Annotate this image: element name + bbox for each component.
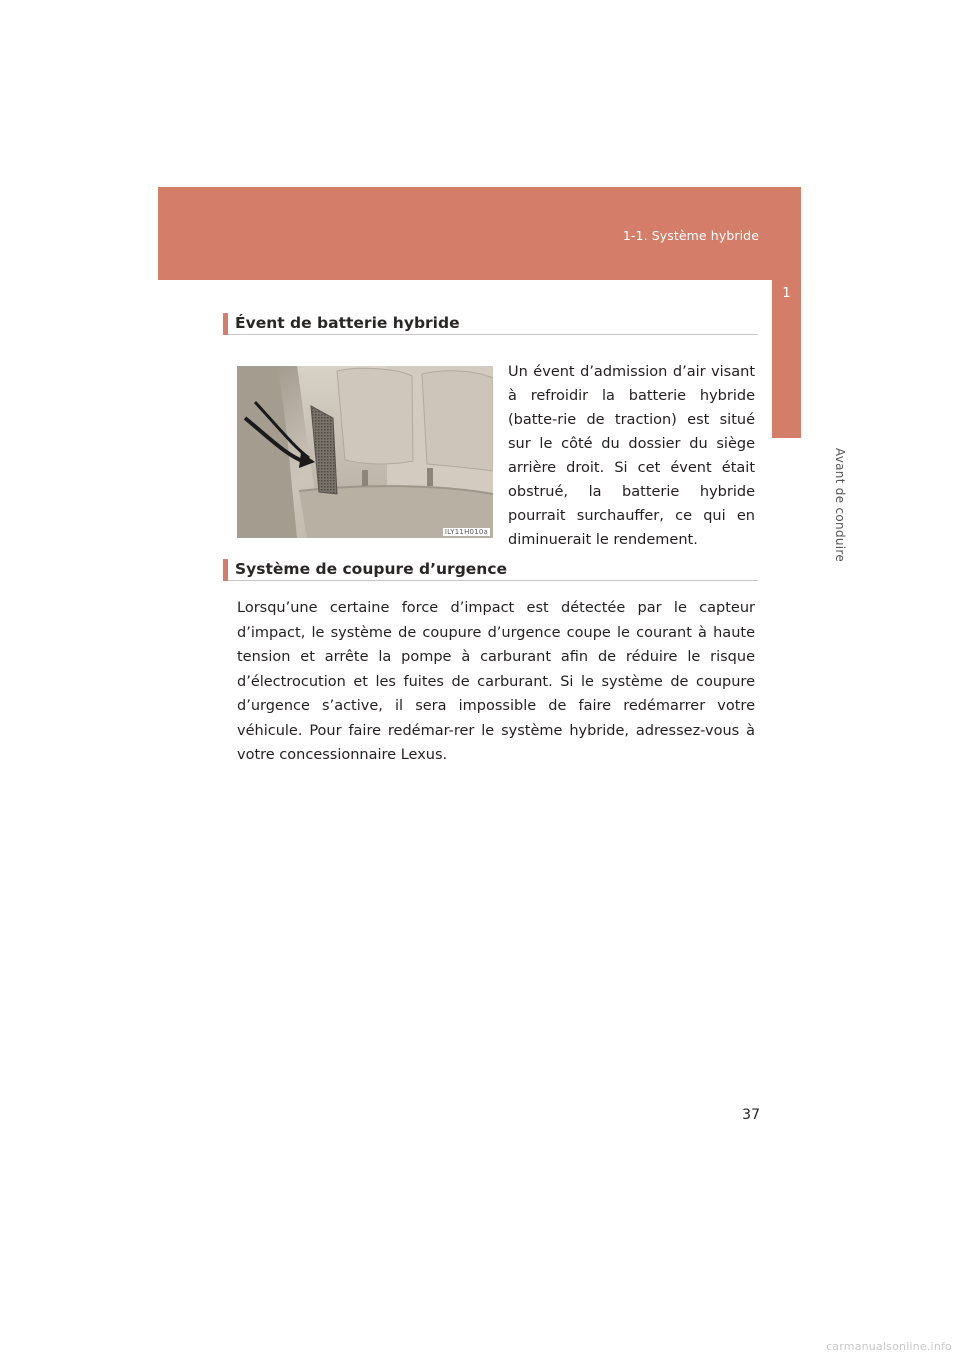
section-breadcrumb: 1-1. Système hybride xyxy=(622,228,759,243)
chapter-number: 1 xyxy=(782,286,791,301)
chapter-label-vertical xyxy=(774,445,847,565)
heading-accent-bar xyxy=(223,313,228,335)
heading-accent-bar xyxy=(223,559,228,581)
section-title: Évent de batterie hybride xyxy=(235,314,460,332)
rear-seat-photo xyxy=(237,366,493,538)
section-title: Système de coupure d’urgence xyxy=(235,560,508,578)
chapter-header-band xyxy=(158,187,801,280)
emergency-shutoff-description: Lorsqu’une certaine force d’impact est détectée par le capteur d’impact, le système de coupure d’urgence coupe le courant à haute tension et arrête la pompe à carburant afin de réduire le risque d’électrocution et les fuites de carburant. Si le système de coupure d’urgence s’active, il sera impossible de faire redémarrer votre véhicule. Pour faire redémar-rer le système hybride, adressez-vous à votre concessionnaire Lexus. xyxy=(237,600,755,763)
image-reference-code: ILY11H010a xyxy=(444,528,488,536)
battery-vent-description: Un évent d’admission d’air visant à refroidir la batterie hybride (batte-rie de traction) est situé sur le côté du dossier du siège arrière droit. Si cet évent était obstrué, la batterie hybride pourrait surchauffer, ce qui en diminuerait le rendement. xyxy=(508,364,755,548)
chapter-label: Avant de conduire xyxy=(833,447,847,563)
footer-watermark: carmanualsonline.info xyxy=(826,1340,952,1353)
section-heading-emergency-shutoff xyxy=(223,559,758,581)
page-number: 37 xyxy=(742,1107,760,1123)
section-heading-battery-vent xyxy=(223,313,758,335)
chapter-tab xyxy=(772,280,801,438)
rear-seat-vent-illustration xyxy=(237,366,493,538)
